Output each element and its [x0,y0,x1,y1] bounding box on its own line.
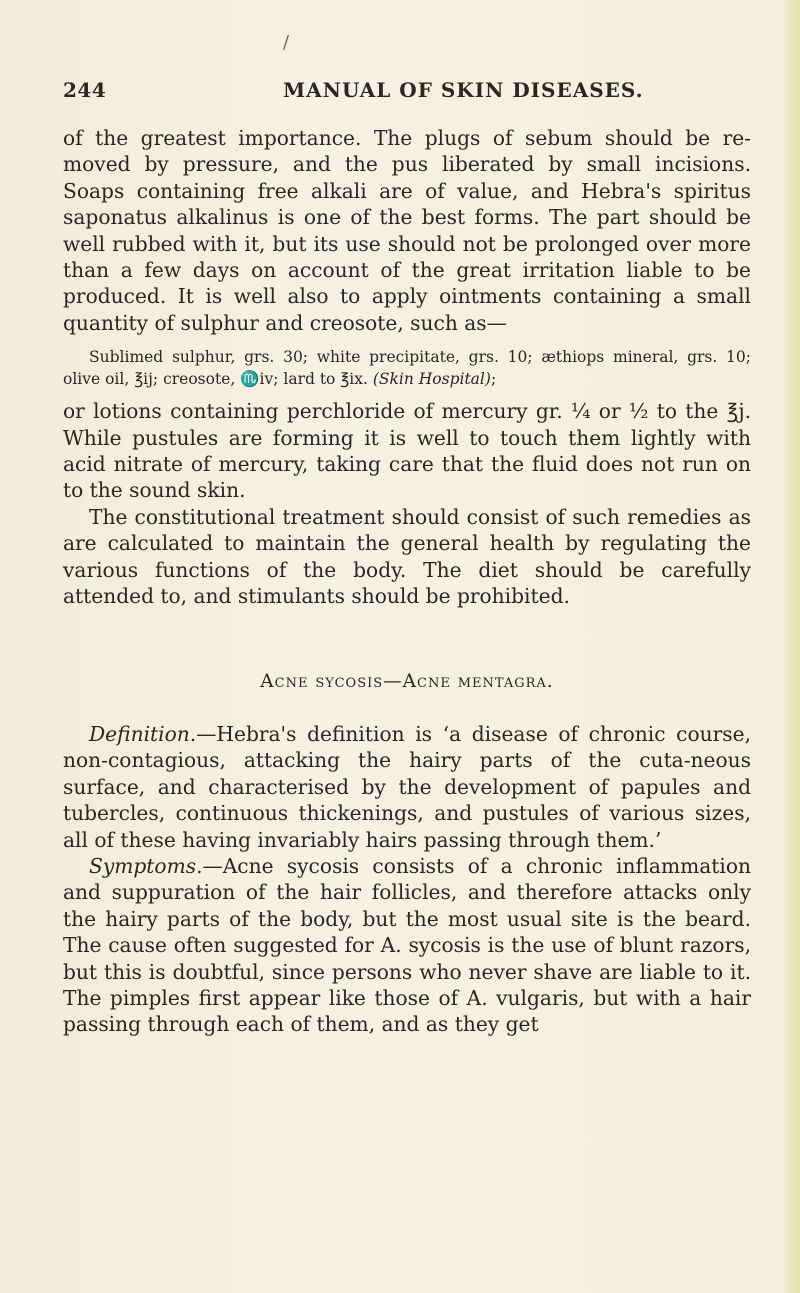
paragraph-constitutional: The constitutional treatment should consist of such remedies as are calculated to maintain the general health by regulating the various functions of the body. The diet should be carefully attended to, and stimulants should be prohibited. [63,504,751,609]
section-heading: Acne sycosis—Acne mentagra. [260,670,554,692]
paragraph-symptoms [63,853,751,1038]
ointment-formula [63,346,751,390]
page-edge-shadow [782,0,800,1293]
paragraph-definition [63,721,751,853]
symptoms-label: Symptoms. [89,853,203,878]
formula-end: ; [490,370,497,389]
paragraph-lotions: or lotions containing perchloride of mercury gr. ¼ or ½ to the ℥j. While pustules are forming it is well to touch them lightly with acid nitrate of mercury, taking care that the fluid does not run on to the sound skin. [63,399,751,503]
pencil-mark: / [283,32,290,53]
running-title: MANUAL OF SKIN DISEASES. [283,78,644,102]
definition-label: Definition. [89,721,197,746]
page-number: 244 [63,78,107,102]
running-head [63,78,753,108]
formula-text: Sublimed sulphur, grs. 30; white precipitate, grs. 10; æthiops mineral, grs. 10; olive oil, ℥ij; creosote, ♏iv; lard to ℥ix. [63,348,751,389]
body-text [63,125,751,1038]
symptoms-text: —Acne sycosis consists of a chronic inflammation and suppuration of the hair follicles, and therefore attacks only the hairy parts of the body, but the most usual site is the beard. The cause often suggested for A. sycosis is the use of blunt razors, but this is doubtful, since persons who never shave are liable to it. The pimples first appear like those of A. vulgaris, but with a hair passing through each of them, and as they get [63,853,751,1037]
paragraph-continued: of the greatest importance. The plugs of sebum should be re-moved by pressure, and the pus liberated by small incisions. Soaps containing free alkali are of value, and Hebra's spiritus saponatus alkalinus is one of the best forms. The part should be well rubbed with it, but its use should not be prolonged over more than a few days on account of the great irritation liable to be produced. It is well also to apply ointments containing a small quantity of sulphur and creosote, such as— [63,126,751,335]
definition-text: —Hebra's definition is ‘a disease of chronic course, non-contagious, attacking the hairy parts of the cuta-neous surface, and characterised by the development of papules and tubercles, continuous thickenings, and pustules of various sizes, all of these having invariably hairs passing through them.’ [63,721,751,852]
formula-source: (Skin Hospital) [372,370,491,389]
